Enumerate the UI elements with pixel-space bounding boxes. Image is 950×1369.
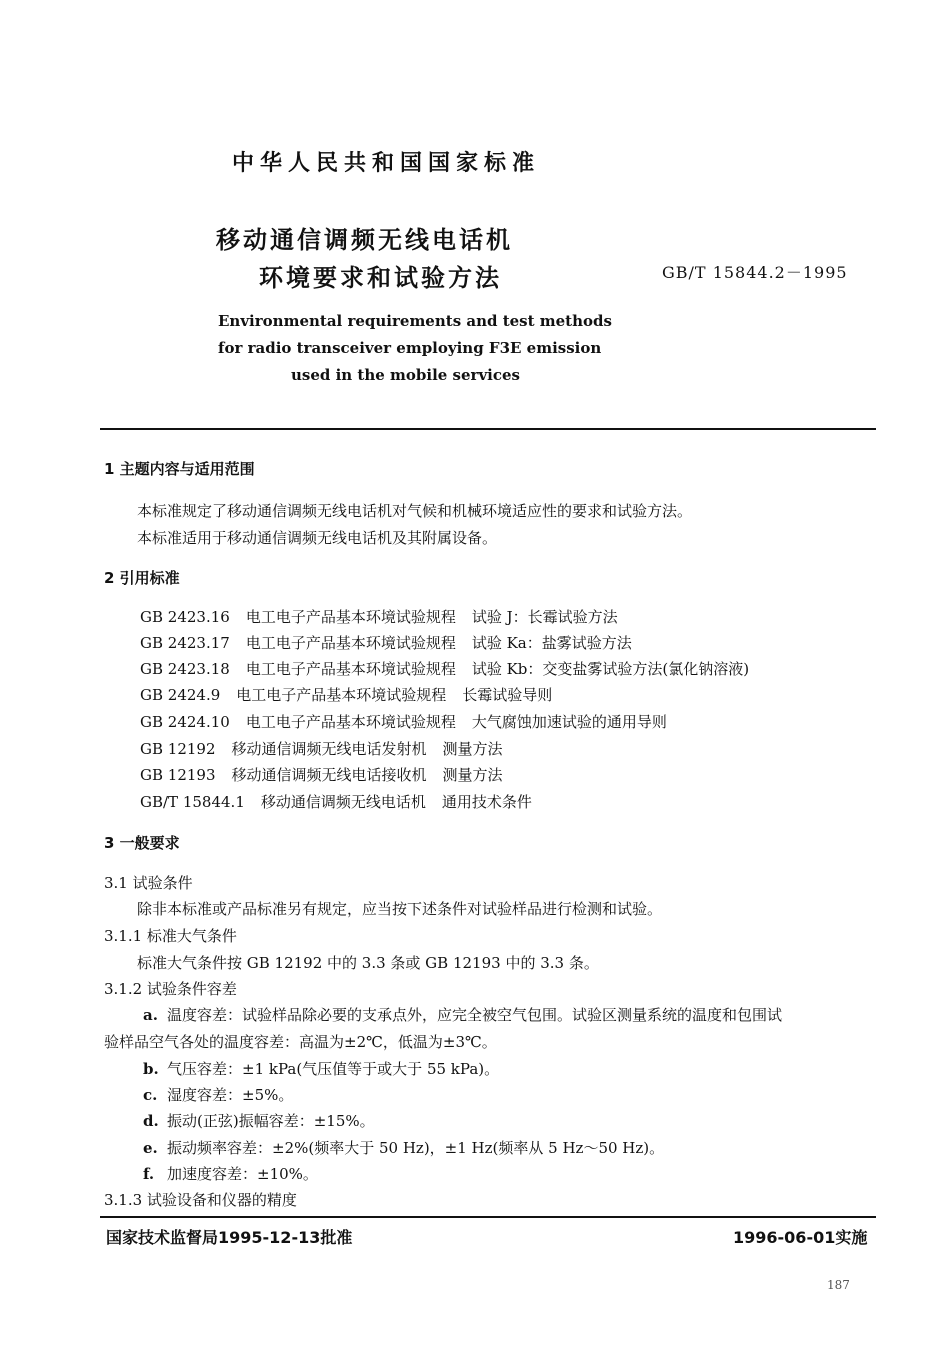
tolerance-item-f — [143, 1163, 318, 1184]
item-letter: f. — [143, 1165, 155, 1183]
implementation-date: 1996-06-01实施 — [733, 1228, 868, 1247]
reference-item — [140, 791, 532, 812]
reference-detail: 试验 J：长霉试验方法 — [471, 608, 618, 626]
reference-item — [140, 764, 503, 785]
reference-title: 移动通信调频无线电话发射机 — [231, 740, 427, 758]
reference-detail: 试验 Kb：交变盐雾试验方法(氯化钠溶液) — [471, 660, 750, 678]
approval-note: 国家技术监督局1995-12-13批准 — [106, 1228, 353, 1247]
reference-item — [140, 684, 552, 705]
reference-title: 移动通信调频无线电话机 — [260, 793, 426, 811]
english-title-line2: for radio transceiver employing F3E emission — [218, 339, 602, 357]
item-letter: c. — [143, 1086, 158, 1104]
item-text: 气压容差：±1 kPa(气压值等于或大于 55 kPa)。 — [167, 1060, 500, 1078]
section-3-1-heading: 3.1 试验条件 — [104, 874, 193, 892]
header-divider — [100, 428, 876, 430]
item-text: 振动(正弦)振幅容差：±15%。 — [167, 1112, 375, 1130]
section-3-1-2-heading: 3.1.2 试验条件容差 — [104, 980, 237, 998]
reference-code: GB/T 15844.1 — [140, 793, 245, 811]
reference-detail: 通用技术条件 — [441, 793, 532, 811]
document-title-line1: 移动通信调频无线电话机 — [216, 226, 513, 254]
section-1-para-2: 本标准适用于移动通信调频无线电话机及其附属设备。 — [137, 529, 498, 547]
item-letter: b. — [143, 1060, 159, 1078]
reference-title: 移动通信调频无线电话接收机 — [231, 766, 427, 784]
reference-title: 电工电子产品基本环境试验规程 — [236, 686, 447, 704]
reference-code: GB 2423.18 — [140, 660, 230, 678]
english-title-line3: used in the mobile services — [291, 366, 520, 384]
reference-code: GB 2423.16 — [140, 608, 230, 626]
footer-divider — [100, 1216, 876, 1218]
national-standard-title: 中华人民共和国国家标准 — [232, 151, 541, 176]
reference-code: GB 12193 — [140, 766, 216, 784]
standard-number: GB/T 15844.2－1995 — [662, 263, 848, 282]
reference-detail: 长霉试验导则 — [462, 686, 553, 704]
section-1-para-1: 本标准规定了移动通信调频无线电话机对气候和机械环境适应性的要求和试验方法。 — [137, 502, 693, 520]
reference-title: 电工电子产品基本环境试验规程 — [245, 713, 456, 731]
reference-code: GB 2424.10 — [140, 713, 230, 731]
section-3-1-3-heading: 3.1.3 试验设备和仪器的精度 — [104, 1191, 297, 1209]
tolerance-item-a — [143, 1004, 782, 1025]
section-3-heading: 3 一般要求 — [104, 834, 180, 852]
reference-detail: 大气腐蚀加速试验的通用导则 — [471, 713, 667, 731]
reference-title: 电工电子产品基本环境试验规程 — [245, 634, 456, 652]
item-text: 加速度容差：±10%。 — [167, 1165, 318, 1183]
reference-detail: 测量方法 — [442, 740, 503, 758]
tolerance-item-c — [143, 1084, 293, 1105]
reference-detail: 测量方法 — [442, 766, 503, 784]
tolerance-item-b — [143, 1058, 499, 1079]
reference-item — [140, 658, 749, 679]
tolerance-item-e — [143, 1137, 664, 1158]
item-text: 振动频率容差：±2%(频率大于 50 Hz)，±1 Hz(频率从 5 Hz～50 Hz)。 — [167, 1139, 665, 1157]
page-number: 187 — [827, 1278, 850, 1292]
document-title-line2: 环境要求和试验方法 — [259, 264, 502, 292]
reference-item — [140, 606, 618, 627]
section-3-1-1-heading: 3.1.1 标准大气条件 — [104, 927, 237, 945]
section-3-1-para: 除非本标准或产品标准另有规定，应当按下述条件对试验样品进行检测和试验。 — [137, 900, 663, 918]
item-letter: d. — [143, 1112, 159, 1130]
item-letter: a. — [143, 1006, 158, 1024]
reference-code: GB 2424.9 — [140, 686, 221, 704]
tolerance-item-d — [143, 1110, 375, 1131]
reference-detail: 试验 Ka：盐雾试验方法 — [471, 634, 632, 652]
english-title-line1: Environmental requirements and test methods — [218, 312, 612, 330]
section-2-heading: 2 引用标准 — [104, 569, 180, 587]
reference-code: GB 12192 — [140, 740, 216, 758]
reference-item — [140, 711, 667, 732]
reference-title: 电工电子产品基本环境试验规程 — [245, 608, 456, 626]
tolerance-item-a-continued: 验样品空气各处的温度容差：高温为±2℃，低温为±3℃。 — [104, 1033, 497, 1051]
reference-title: 电工电子产品基本环境试验规程 — [245, 660, 456, 678]
reference-code: GB 2423.17 — [140, 634, 230, 652]
reference-item — [140, 632, 632, 653]
reference-item — [140, 738, 503, 759]
section-3-1-1-para: 标准大气条件按 GB 12192 中的 3.3 条或 GB 12193 中的 3.3 条。 — [137, 954, 599, 972]
item-text: 温度容差：试验样品除必要的支承点外，应完全被空气包围。试验区测量系统的温度和包围试 — [167, 1006, 783, 1024]
section-1-heading: 1 主题内容与适用范围 — [104, 460, 255, 478]
item-letter: e. — [143, 1139, 158, 1157]
item-text: 湿度容差：±5%。 — [167, 1086, 294, 1104]
